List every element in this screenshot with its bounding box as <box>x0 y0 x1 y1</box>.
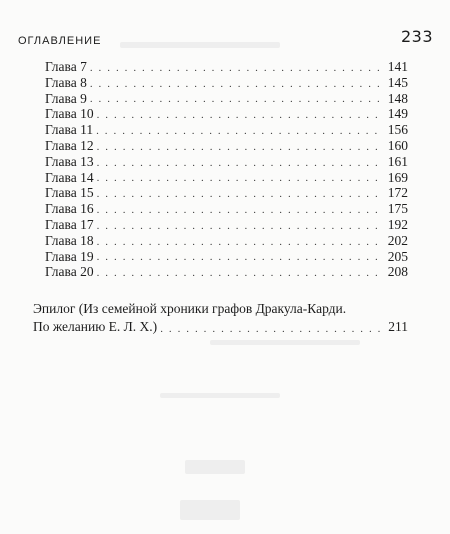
toc-entry-label: Глава 15 <box>45 185 94 201</box>
dot-leader <box>160 322 382 336</box>
toc-entry-page-number: 156 <box>387 122 408 138</box>
toc-entry <box>45 91 408 107</box>
toc-entry-page-number: 161 <box>387 153 408 169</box>
epilogue-entry <box>33 300 408 336</box>
toc-entry-page-number: 205 <box>387 248 408 264</box>
dot-leader <box>97 235 382 249</box>
toc-entry-label: Глава 13 <box>45 153 94 169</box>
dot-leader <box>96 124 382 138</box>
dot-leader <box>90 77 382 91</box>
toc-entry <box>45 106 408 122</box>
toc-entry-label: Глава 7 <box>45 59 87 74</box>
toc-entry-label: Глава 17 <box>45 216 94 232</box>
toc-entry <box>45 75 408 91</box>
show-through-bleed <box>185 460 245 474</box>
show-through-bleed <box>120 42 280 48</box>
show-through-bleed <box>160 393 280 398</box>
toc-entry-page-number: 202 <box>387 232 408 248</box>
toc-entry-page-number: 149 <box>387 106 408 122</box>
toc-entry-page-number: 175 <box>387 201 408 217</box>
toc-entry-label: Глава 18 <box>45 232 94 248</box>
toc-entry <box>45 59 408 75</box>
toc-entry-label: Глава 9 <box>45 90 87 106</box>
toc-entry-page-number: 208 <box>387 264 408 280</box>
toc-entry-label: Глава 20 <box>45 264 94 280</box>
epilogue-title-line2: По желанию Е. Л. Х.) <box>33 319 158 334</box>
running-head: ОГЛАВЛЕНИЕ <box>18 35 102 47</box>
dot-leader <box>97 187 382 201</box>
dot-leader <box>90 92 382 106</box>
dot-leader <box>97 266 382 280</box>
page-number: 233 <box>400 27 433 46</box>
toc-entry <box>45 138 408 154</box>
dot-leader <box>97 171 382 185</box>
toc-entry-page-number: 148 <box>387 90 408 106</box>
dot-leader <box>97 156 382 170</box>
toc-entry-label: Глава 8 <box>45 74 87 90</box>
epilogue-title-line1: Эпилог (Из семейной хроники графов Дракула-Карди. <box>33 301 347 316</box>
epilogue-title-line2-row <box>33 318 408 336</box>
toc-entry-label: Глава 12 <box>45 137 94 153</box>
toc-entry <box>45 154 408 170</box>
dot-leader <box>90 61 382 75</box>
toc-entry <box>45 217 408 233</box>
table-of-contents <box>45 59 408 280</box>
toc-entry-label: Глава 11 <box>45 122 94 138</box>
toc-entry-label: Глава 19 <box>45 248 94 264</box>
dot-leader <box>97 219 382 233</box>
toc-entry <box>45 264 408 280</box>
toc-entry-page-number: 145 <box>387 74 408 90</box>
dot-leader <box>97 203 382 217</box>
toc-entry-page-number: 141 <box>387 59 408 74</box>
toc-entry-label: Глава 10 <box>45 106 94 122</box>
toc-entry <box>45 233 408 249</box>
dot-leader <box>97 250 382 264</box>
toc-entry-page-number: 172 <box>387 185 408 201</box>
toc-entry <box>45 170 408 186</box>
dot-leader <box>97 140 382 154</box>
dot-leader <box>97 108 382 122</box>
epilogue-page-number: 211 <box>388 319 408 334</box>
toc-entry <box>45 122 408 138</box>
toc-entry-page-number: 192 <box>387 216 408 232</box>
toc-entry <box>45 249 408 265</box>
toc-entry-page-number: 169 <box>387 169 408 185</box>
toc-entry-label: Глава 14 <box>45 169 94 185</box>
show-through-bleed <box>210 340 360 345</box>
toc-entry <box>45 201 408 217</box>
toc-entry-page-number: 160 <box>387 137 408 153</box>
toc-entry <box>45 185 408 201</box>
show-through-bleed <box>180 500 240 520</box>
toc-entry-label: Глава 16 <box>45 201 94 217</box>
